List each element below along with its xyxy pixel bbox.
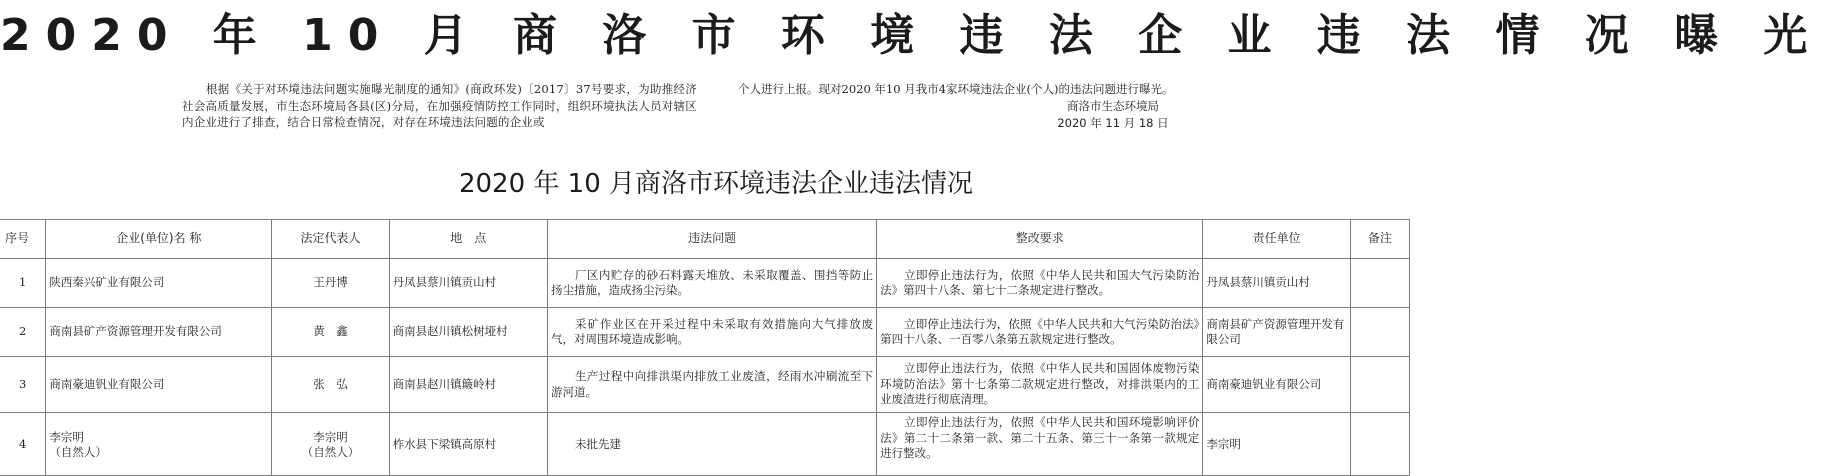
cell-responsible-unit: 丹凤县蔡川镇贡山村 <box>1203 259 1350 308</box>
signature-organization: 商洛市生态环境局 <box>1067 99 1159 113</box>
table-row <box>0 308 1410 357</box>
representative-note: （自然人） <box>301 445 360 459</box>
cell-company: 商南县矿产资源管理开发有限公司 <box>46 308 272 357</box>
column-header-responsible-unit: 责任单位 <box>1203 220 1350 259</box>
column-header-no: 序号 <box>0 220 46 259</box>
column-header-violation: 违法问题 <box>547 220 876 259</box>
cell-violation: 生产过程中向排洪渠内排放工业废渣，经雨水冲刷流至下游河道。 <box>547 357 876 413</box>
cell-location: 丹凤县蔡川镇贡山村 <box>389 259 547 308</box>
column-header-location: 地 点 <box>389 220 547 259</box>
table-row <box>0 357 1410 413</box>
cell-rectification: 立即停止违法行为，依照《中华人民共和国大气污染防治法》第四十八条、第七十二条规定进行整改。 <box>877 259 1203 308</box>
cell-location: 商南县赵川镇簸岭村 <box>389 357 547 413</box>
cell-no: 3 <box>0 357 46 413</box>
cell-representative: 王丹博 <box>272 259 389 308</box>
intro-paragraph: 根据《关于对环境违法问题实施曝光制度的通知》(商政环发)〔2017〕37号要求，为助推经济社会高质量发展，市生态环境局各县(区)分局，在加强疫情防控工作同时，组织环境执法人员对辖区内企业进行了排查，结合日常检查情况，对存在环境违法问题的企业或 <box>182 82 697 129</box>
cell-responsible-unit: 商南豪迪钒业有限公司 <box>1203 357 1350 413</box>
cell-rectification: 立即停止违法行为，依照《中华人民共和大气污染防治法》第四十八条、一百零八条第五款规定进行整改。 <box>877 308 1203 357</box>
cell-company: 商南豪迪钒业有限公司 <box>46 357 272 413</box>
cell-company: 陕西秦兴矿业有限公司 <box>46 259 272 308</box>
cell-remark <box>1350 308 1409 357</box>
column-header-rectification: 整改要求 <box>877 220 1203 259</box>
cell-violation: 采矿作业区在开采过程中未采取有效措施向大气排放废气，对周围环境造成影响。 <box>547 308 876 357</box>
column-header-representative: 法定代表人 <box>272 220 389 259</box>
cell-no: 2 <box>0 308 46 357</box>
column-header-remark: 备注 <box>1350 220 1409 259</box>
cell-rectification: 立即停止违法行为，依照《中华人民共和国环境影响评价法》第二十二条第一款、第二十五条、第三十一条第一款规定进行整改。 <box>877 413 1203 476</box>
table-row <box>0 413 1410 476</box>
cell-no: 1 <box>0 259 46 308</box>
table-title: 2020 年 10 月商洛市环境违法企业违法情况 <box>458 169 974 199</box>
cell-representative <box>272 413 389 476</box>
column-header-company: 企业(单位)名 称 <box>46 220 272 259</box>
violations-table <box>0 219 1410 476</box>
cell-company <box>46 413 272 476</box>
representative-name: 李宗明 <box>313 429 348 444</box>
cell-location: 柞水县下梁镇高原村 <box>389 413 547 476</box>
cell-responsible-unit: 李宗明 <box>1203 413 1350 476</box>
cell-representative: 张 弘 <box>272 357 389 413</box>
cell-remark <box>1350 259 1409 308</box>
cell-rectification: 立即停止违法行为，依照《中华人民共和国固体废物污染环境防治法》第十七条第二款规定进行整改，对排洪渠内的工业废渣进行彻底清理。 <box>877 357 1203 413</box>
cell-violation: 未批先建 <box>547 413 876 476</box>
company-note: （自然人） <box>49 445 107 459</box>
company-name: 李宗明 <box>49 429 84 444</box>
cell-responsible-unit: 商南县矿产资源管理开发有限公司 <box>1203 308 1350 357</box>
cell-representative: 黄 鑫 <box>272 308 389 357</box>
cell-remark <box>1350 413 1409 476</box>
table-row <box>0 259 1410 308</box>
signature-date: 2020 年 11 月 18 日 <box>1057 116 1169 130</box>
page-title: 2020 年 10 月 商 洛 市 环 境 违 法 企 业 违 法 情 况 曝 光 <box>0 10 1822 61</box>
cell-remark <box>1350 357 1409 413</box>
cell-location: 商南县赵川镇松树垭村 <box>389 308 547 357</box>
cell-violation: 厂区内贮存的砂石料露天堆放、未采取覆盖、围挡等防止扬尘措施，造成扬尘污染。 <box>547 259 876 308</box>
table-header-row <box>0 220 1410 259</box>
cell-no: 4 <box>0 413 46 476</box>
intro-paragraph-continued: 个人进行上报。现对2020 年10 月我市4家环境违法企业(个人)的违法问题进行曝光。 <box>738 82 1174 96</box>
